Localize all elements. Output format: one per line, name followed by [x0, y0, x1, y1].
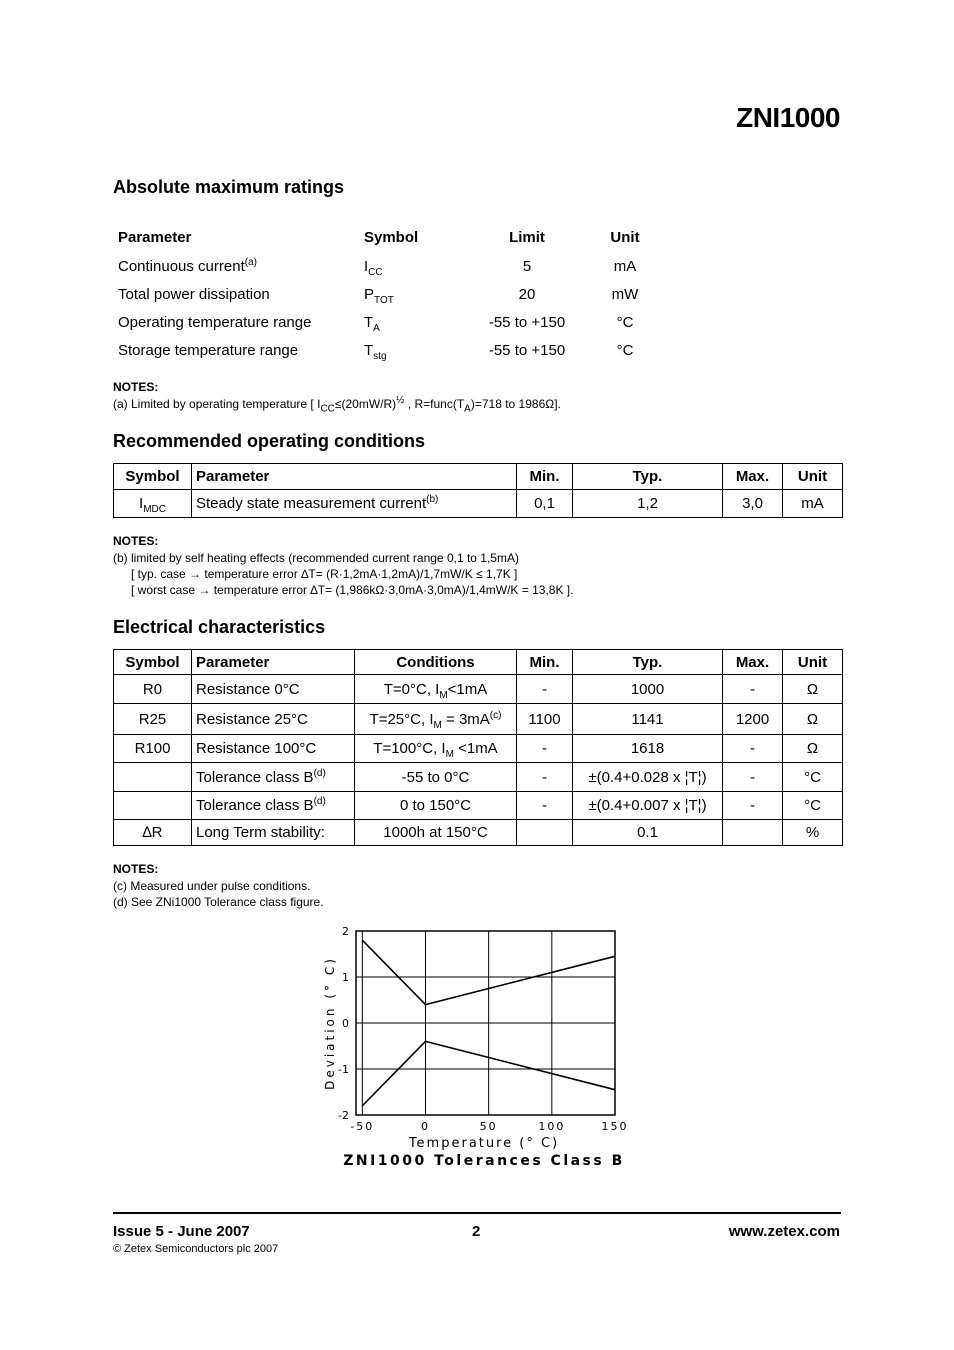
typ-cell: ±(0.4+0.007 x ¦T¦): [573, 792, 723, 820]
footer-page-number: 2: [472, 1223, 481, 1240]
limit-cell: -55 to +150: [488, 313, 566, 331]
param-cell: Storage temperature range: [118, 341, 299, 359]
unit-cell: °C: [616, 313, 634, 331]
conditions-cell: 0 to 150°C: [355, 792, 517, 820]
header-cell: Typ.: [573, 464, 723, 490]
param-cell: Resistance 25°C: [192, 704, 355, 735]
chart-xlabel: Temperature (° C): [408, 1136, 560, 1151]
unit-cell: %: [783, 820, 843, 846]
y-tick-label: 2: [342, 925, 349, 938]
symbol-cell: R25: [114, 704, 192, 735]
note-c: (c) Measured under pulse conditions.: [113, 879, 311, 893]
footer-issue: Issue 5 - June 2007: [113, 1223, 250, 1240]
symbol-cell: $I_{MDC}$: [114, 490, 192, 518]
header-cell: Min.: [517, 464, 573, 490]
unit-cell: °C: [616, 341, 634, 359]
symbol-cell: $T_A$: [364, 313, 380, 334]
conditions-cell: T=25°C, $I_M = 3mA^{(c)}$: [355, 704, 517, 735]
unit-cell: mA: [783, 490, 843, 518]
symbol-cell: ∆R: [114, 820, 192, 846]
min-cell: -: [517, 763, 573, 792]
param-cell: Long Term stability:: [192, 820, 355, 846]
param-cell: Operating temperature range: [118, 313, 312, 331]
symbol-cell: R100: [114, 735, 192, 763]
note-a: (a) Limited by operating temperature [ $I_{CC}\le(20mW/R)^{\frac{1}{2}}$ , $R=func(T_A)=718$ to 1986Ω].: [113, 395, 561, 415]
unit-cell: mA: [613, 257, 637, 275]
notes-label: NOTES:: [113, 380, 159, 394]
unit-cell: °C: [783, 792, 843, 820]
max-cell: 3,0: [723, 490, 783, 518]
x-tick-label: -50: [350, 1120, 375, 1133]
header-cell: Parameter: [192, 650, 355, 675]
typ-cell: 1000: [573, 675, 723, 704]
symbol-cell: $P_{TOT}$: [364, 285, 394, 306]
param-cell: Total power dissipation: [118, 285, 270, 303]
min-cell: -: [517, 792, 573, 820]
chart-tick-labels: [338, 925, 628, 1133]
param-cell: Resistance 100°C: [192, 735, 355, 763]
min-cell: -: [517, 735, 573, 763]
header-cell: Unit: [783, 464, 843, 490]
param-cell: Resistance 0°C: [192, 675, 355, 704]
limit-cell: -55 to +150: [488, 341, 566, 359]
note-b1: (b) limited by self heating effects (recommended current range 0,1 to 1,5mA): [113, 551, 519, 565]
absolute-max-heading: Absolute maximum ratings: [113, 177, 345, 197]
header-cell: Min.: [517, 650, 573, 675]
param-cell: Steady state measurement current$^{(b)}$: [192, 490, 517, 518]
limit-cell: 5: [522, 257, 532, 275]
param-cell: Tolerance class $B^{(d)}$: [192, 792, 355, 820]
param-cell: Continuous current$^{(a)}$: [118, 256, 257, 275]
header-cell: Parameter: [192, 464, 517, 490]
conditions-cell: T=0°C, $I_M<1mA$: [355, 675, 517, 704]
header-cell: Unit: [783, 650, 843, 675]
note-b3: [ worst case → temperature error ∆T= (1,986kΩ·3,0mA·3,0mA)/1,4mW/K = 13,8K ].: [131, 583, 574, 597]
note-d: (d) See ZNi1000 Tolerance class figure.: [113, 895, 324, 909]
unit-cell: mW: [611, 285, 639, 303]
max-cell: -: [723, 763, 783, 792]
conditions-cell: 1000h at 150°C: [355, 820, 517, 846]
x-tick-label: 150: [601, 1120, 629, 1133]
max-cell: -: [723, 792, 783, 820]
symbol-cell: $T_{stg}$: [364, 341, 387, 362]
header-cell: Symbol: [114, 650, 192, 675]
footer-copyright: © Zetex Semiconductors plc 2007: [113, 1243, 279, 1255]
max-cell: -: [723, 675, 783, 704]
header-cell: Unit: [610, 228, 640, 246]
chart-title: ZNI1000 Tolerances Class B: [343, 1153, 625, 1169]
chart-ylabel: Deviation (° C): [323, 956, 337, 1090]
header-cell: Conditions: [355, 650, 517, 675]
header-cell: Symbol: [114, 464, 192, 490]
header-cell: Parameter: [118, 228, 192, 246]
note-b2: [ typ. case → temperature error ∆T= (R·1,2mA·1,2mA)/1,7mW/K ≤ 1,7K ]: [131, 567, 518, 581]
x-tick-label: 0: [420, 1120, 430, 1133]
x-tick-label: 100: [538, 1120, 566, 1133]
unit-cell: Ω: [783, 704, 843, 735]
param-cell: Tolerance class $B^{(d)}$: [192, 763, 355, 792]
typ-cell: ±(0.4+0.028 x ¦T¦): [573, 763, 723, 792]
min-cell: 0,1: [517, 490, 573, 518]
chart-grid: [356, 931, 615, 1115]
footer-website: www.zetex.com: [728, 1223, 840, 1240]
document-title: ZNI1000: [736, 102, 840, 133]
y-tick-label: 0: [342, 1017, 349, 1030]
header-cell: Typ.: [573, 650, 723, 675]
y-tick-label: 1: [342, 971, 349, 984]
min-cell: 1100: [517, 704, 573, 735]
symbol-cell: $I_{CC}$: [364, 257, 383, 278]
unit-cell: °C: [783, 763, 843, 792]
notes-label: NOTES:: [113, 862, 159, 876]
symbol-cell: R0: [114, 675, 192, 704]
header-cell: Max.: [723, 464, 783, 490]
unit-cell: Ω: [783, 735, 843, 763]
y-tick-label: -1: [338, 1063, 349, 1076]
unit-cell: Ω: [783, 675, 843, 704]
typ-cell: 1141: [573, 704, 723, 735]
typ-cell: 0.1: [573, 820, 723, 846]
x-tick-label: 50: [479, 1120, 498, 1133]
typ-cell: 1618: [573, 735, 723, 763]
footer-rule: [113, 1212, 841, 1214]
conditions-cell: T=100°C, $I_M <1mA$: [355, 735, 517, 763]
min-cell: -: [517, 675, 573, 704]
recommended-heading: Recommended operating conditions: [113, 431, 426, 451]
limit-cell: 20: [518, 285, 536, 303]
y-tick-label: -2: [338, 1109, 349, 1122]
notes-label: NOTES:: [113, 534, 159, 548]
electrical-heading: Electrical characteristics: [113, 617, 326, 637]
header-cell: Max.: [723, 650, 783, 675]
typ-cell: 1,2: [573, 490, 723, 518]
conditions-cell: -55 to 0°C: [355, 763, 517, 792]
header-cell: Limit: [509, 228, 545, 246]
max-cell: -: [723, 735, 783, 763]
max-cell: 1200: [723, 704, 783, 735]
header-cell: Symbol: [364, 228, 419, 246]
